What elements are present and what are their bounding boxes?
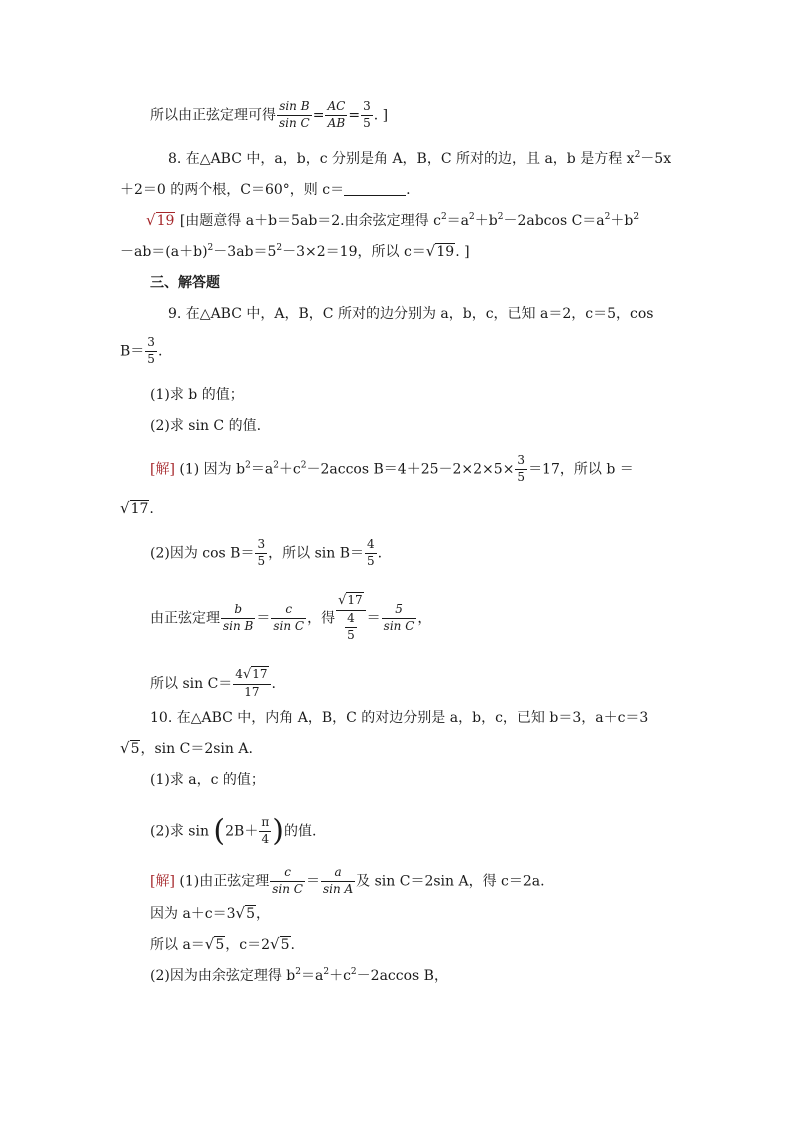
fraction xyxy=(221,603,255,634)
text: －2abcos C＝a xyxy=(503,213,605,229)
text: ＋b xyxy=(474,213,498,229)
right-paren: ) xyxy=(272,813,284,849)
text: ＋b xyxy=(610,213,634,229)
denominator: AB xyxy=(327,115,346,130)
superscript: 2 xyxy=(634,150,641,160)
numerator: c xyxy=(271,603,306,619)
radicand: 19 xyxy=(156,213,175,229)
numerator: 3 xyxy=(515,454,527,470)
question-9-line1: 9. 在△ABC 中，A，B，C 所对的边分别为 a，b，c，已知 a＝2，c＝5，cos xyxy=(168,306,654,322)
text: ＋2＝0 的两个根，C＝60°，则 c＝ xyxy=(120,182,345,198)
numerator: 4 xyxy=(365,538,377,554)
radicand: 5 xyxy=(215,937,225,953)
question-9-part2: (2)求 sin C 的值. xyxy=(150,418,262,434)
text: . xyxy=(271,675,276,692)
text: 所以由正弦定理可得 xyxy=(150,107,276,124)
text: . xyxy=(290,937,295,953)
solution-10-line3 xyxy=(150,937,295,952)
text: 及 sin C＝2sin A，得 c＝2a. xyxy=(356,873,545,890)
sqrt: √5 xyxy=(204,935,225,953)
fraction xyxy=(233,668,270,700)
superscript: 2 xyxy=(440,212,447,222)
equals: ＝ xyxy=(256,610,271,627)
answer-8-line1 xyxy=(146,213,639,228)
fraction xyxy=(255,538,267,569)
denominator: 5 xyxy=(257,553,266,568)
answer7-tail xyxy=(150,100,388,131)
question-8-line1 xyxy=(168,152,671,166)
fraction xyxy=(382,603,417,634)
text: 的值. xyxy=(283,823,317,840)
compound-fraction xyxy=(336,594,366,643)
denominator: sin C xyxy=(273,618,305,633)
fraction xyxy=(345,612,357,643)
text: －3×2＝19，所以 c＝ xyxy=(282,244,426,260)
superscript: 2 xyxy=(273,460,279,471)
answer-blank xyxy=(344,183,406,196)
text: ＝a xyxy=(446,213,470,229)
numerator: b xyxy=(221,603,255,619)
text: 2B＋ xyxy=(225,823,259,840)
denominator: 5 xyxy=(147,351,155,366)
denominator: 17 xyxy=(244,684,260,699)
text: . ] xyxy=(373,107,389,124)
question-9-line2 xyxy=(120,336,162,367)
solution-9-line5 xyxy=(150,668,276,700)
fraction xyxy=(515,454,527,485)
question-10-line2 xyxy=(120,741,253,756)
superscript: 2 xyxy=(323,967,330,977)
sqrt: √17 xyxy=(242,667,268,682)
numerator: 5 xyxy=(382,603,417,619)
text: 所以 a＝ xyxy=(150,937,205,953)
numerator: 3 xyxy=(361,100,373,116)
superscript: 2 xyxy=(295,967,301,977)
denominator: 5 xyxy=(363,115,371,130)
text: (2)因为 cos B＝ xyxy=(150,545,255,562)
solution-10-line2 xyxy=(150,906,270,921)
answer-8-line2 xyxy=(120,244,470,259)
denominator: sin C xyxy=(279,115,310,130)
superscript: 2 xyxy=(469,212,475,222)
text: ＋c xyxy=(278,461,301,478)
radicand: 5 xyxy=(246,906,256,922)
text: (2)因为由余弦定理得 b xyxy=(150,968,296,984)
radicand: 5 xyxy=(130,741,140,757)
radicand: 19 xyxy=(436,244,455,260)
text: －5x xyxy=(640,151,672,167)
text: －3ab＝5 xyxy=(213,244,277,260)
solution-tag: [解] xyxy=(150,461,175,478)
text: (1)由正弦定理 xyxy=(174,873,270,890)
equals: ＝ xyxy=(366,610,381,627)
equals: = xyxy=(312,107,325,124)
numerator: c xyxy=(270,866,305,882)
text: ＋c xyxy=(329,968,351,984)
denominator: 5 xyxy=(517,469,526,484)
text: . xyxy=(406,182,411,198)
fraction xyxy=(259,816,271,847)
solution-9-line4 xyxy=(150,594,431,643)
numerator: 3 xyxy=(255,538,267,554)
denominator: 4 xyxy=(261,831,270,846)
text: －2accos B， xyxy=(356,968,448,984)
text: 8. 在△ABC 中，a，b，c 分别是角 A，B，C 所对的边，且 a，b 是方程 x xyxy=(168,151,635,167)
solution-9-line3 xyxy=(150,538,382,569)
denominator: 5 xyxy=(347,627,355,642)
numerator xyxy=(336,594,366,611)
text: －2accos B＝4＋25－2×2×5× xyxy=(306,461,515,478)
coefficient: 4 xyxy=(235,667,243,681)
fraction xyxy=(145,336,157,367)
text: B＝ xyxy=(120,343,145,360)
sqrt: √17 xyxy=(120,499,149,517)
text: . xyxy=(149,501,154,517)
denominator xyxy=(336,611,366,643)
superscript: 2 xyxy=(300,460,307,471)
superscript: 2 xyxy=(633,212,640,222)
sqrt: √17 xyxy=(338,593,363,608)
solution-tag: [解] xyxy=(150,873,175,890)
text: －ab＝(a＋b) xyxy=(120,244,208,260)
text: . xyxy=(377,545,383,562)
superscript: 2 xyxy=(497,212,504,222)
question-10-part2 xyxy=(150,813,317,849)
sqrt: √5 xyxy=(270,935,290,953)
fraction xyxy=(325,100,347,131)
text: ，c＝2 xyxy=(225,937,271,953)
fraction xyxy=(361,100,373,131)
question-9-part1: (1)求 b 的值； xyxy=(150,387,244,403)
numerator: 3 xyxy=(145,336,157,352)
text: ，sin C＝2sin A. xyxy=(140,741,253,757)
solution-10-line1 xyxy=(150,866,545,897)
sqrt: √5 xyxy=(235,904,256,922)
sqrt: √5 xyxy=(120,739,140,757)
text: (2)求 sin xyxy=(150,823,209,840)
superscript: 2 xyxy=(604,212,611,222)
denominator: sin A xyxy=(322,881,354,896)
solution-9-line1 xyxy=(150,454,634,485)
text: ＝a xyxy=(250,461,274,478)
radicand: 17 xyxy=(252,667,268,681)
radicand: 17 xyxy=(347,593,363,607)
text: ， xyxy=(417,610,432,627)
text: . ] xyxy=(455,244,470,260)
numerator: 4 xyxy=(345,612,357,628)
text: ，得 xyxy=(307,610,336,627)
fraction xyxy=(365,538,377,569)
numerator: π xyxy=(259,816,271,832)
superscript: 2 xyxy=(207,243,214,253)
fraction xyxy=(271,603,306,634)
question-10-line1: 10. 在△ABC 中，内角 A，B，C 的对边分别是 a，b，c，已知 b＝3，a＋c＝3 xyxy=(150,710,649,726)
sqrt: √19 xyxy=(425,242,455,260)
superscript: 2 xyxy=(245,460,251,471)
text: (1) 因为 b xyxy=(174,461,246,478)
denominator: sin C xyxy=(383,618,415,633)
radicand: 17 xyxy=(130,501,149,517)
text: ， xyxy=(256,906,271,922)
denominator: sin B xyxy=(223,618,254,633)
equals: = xyxy=(348,107,361,124)
radicand: 5 xyxy=(280,937,290,953)
text: ，所以 sin B＝ xyxy=(268,545,364,562)
numerator: sin B xyxy=(277,100,312,116)
text: ＝a xyxy=(300,968,324,984)
denominator: sin C xyxy=(272,881,303,896)
fraction xyxy=(277,100,312,131)
sqrt-answer: √19 xyxy=(146,211,175,229)
superscript: 2 xyxy=(276,243,283,253)
superscript: 2 xyxy=(350,967,357,977)
text: 所以 sin C＝ xyxy=(150,675,233,692)
fraction xyxy=(321,866,355,897)
text: [由题意得 a＋b＝5ab＝2.由余弦定理得 c xyxy=(175,213,441,229)
numerator xyxy=(233,668,270,685)
solution-10-line4 xyxy=(150,969,448,983)
numerator: a xyxy=(321,866,355,882)
denominator: 5 xyxy=(367,553,375,568)
text: 由正弦定理 xyxy=(150,610,220,627)
question-10-part1: (1)求 a，c 的值； xyxy=(150,772,265,788)
text: ＝17，所以 b ＝ xyxy=(528,461,634,478)
text: 因为 a＋c＝3 xyxy=(150,906,236,922)
numerator: AC xyxy=(325,100,347,116)
equals: ＝ xyxy=(305,873,320,890)
question-8-line2 xyxy=(120,183,411,197)
text: . xyxy=(157,343,163,360)
fraction xyxy=(270,866,305,897)
solution-9-line2 xyxy=(120,501,154,516)
section-heading: 三、解答题 xyxy=(150,275,220,291)
left-paren: ( xyxy=(213,813,226,849)
